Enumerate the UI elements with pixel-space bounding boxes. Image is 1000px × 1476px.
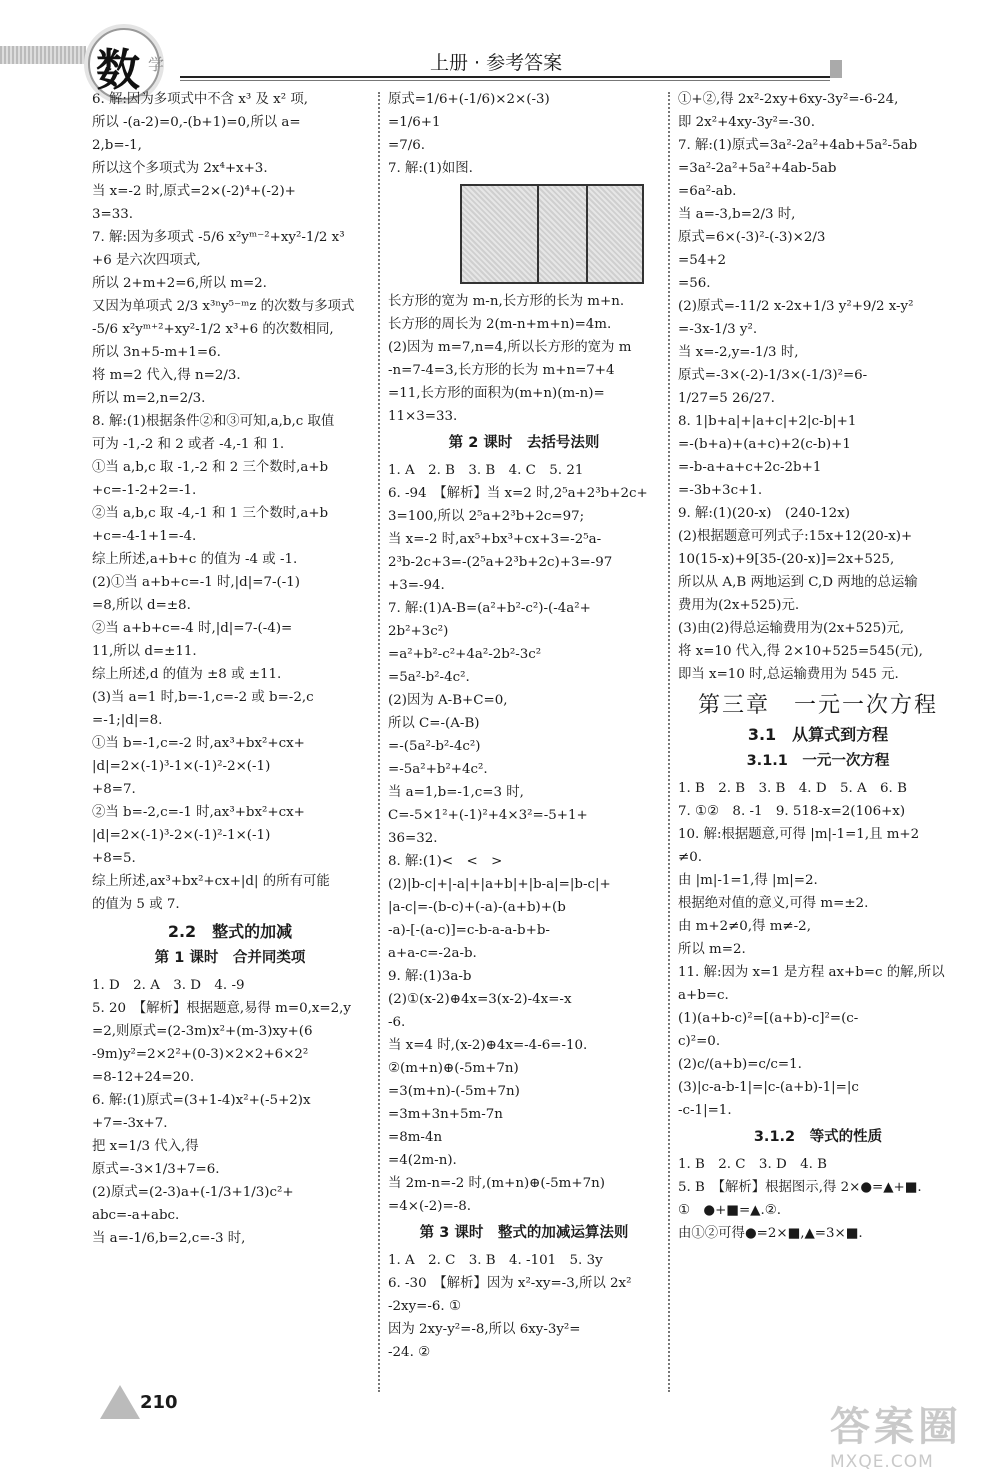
- section-heading: 3.1 从算式到方程: [747, 725, 889, 744]
- answer-line: 9. 解:(1)(20-x) (240-12x): [678, 506, 850, 521]
- column-2: [388, 88, 660, 1364]
- answer-line: 原式=1/6+(-1/6)×2×(-3): [388, 92, 550, 107]
- answer-line: =6a²-ab.: [678, 184, 737, 199]
- watermark: [830, 1395, 995, 1472]
- answer-line: -24. ②: [388, 1345, 431, 1360]
- subject-logo-sub: 学: [148, 55, 165, 74]
- answer-line: (2)①(x-2)⊕4x=3(x-2)-4x=-x: [388, 992, 572, 1007]
- answer-line: 5. B 【解析】根据图示,得 2×●=▲+■.: [678, 1180, 922, 1195]
- answer-line: ①+②,得 2x²-2xy+6xy-3y²=-6-24,: [678, 92, 899, 107]
- column-divider: [668, 92, 670, 1392]
- answer-line: (3)由(2)得总运输费用为(2x+525)元,: [678, 621, 905, 636]
- answer-line: +6 是六次四项式,: [92, 253, 201, 268]
- header-mark: [830, 60, 842, 78]
- answer-line: 即 2x²+4xy-3y²=-30.: [678, 115, 815, 130]
- answer-line: 长方形的宽为 m-n,长方形的长为 m+n.: [388, 294, 625, 309]
- answer-line: 综上所述,a+b+c 的值为 -4 或 -1.: [92, 552, 298, 567]
- answer-line: -a)-[-(a-c)]=c-b-a-a-b+b-: [388, 923, 550, 938]
- answer-line: -9m)y²=2×2²+(0-3)×2×2+6×2²: [92, 1047, 309, 1062]
- answer-line: 1. A 2. B 3. B 4. C 5. 21: [388, 463, 584, 478]
- answer-line: 6. 解:因为多项式中不含 x³ 及 x² 项,: [92, 92, 308, 107]
- answer-line: 把 x=1/3 代入,得: [92, 1139, 199, 1154]
- answer-line: =-3x-1/3 y².: [678, 322, 758, 337]
- answer-line: (2)c/(a+b)=c/c=1.: [678, 1057, 802, 1072]
- answer-line: 7. 解:(1)如图.: [388, 161, 473, 176]
- answer-line: =8-12+24=20.: [92, 1070, 195, 1085]
- answer-line: 当 x=-2 时,原式=2×(-2)⁴+(-2)+: [92, 184, 296, 199]
- answer-line: 8. 解:(1)< < >: [388, 854, 503, 869]
- answer-line: 5. 20 【解析】根据题意,易得 m=0,x=2,y: [92, 1001, 351, 1016]
- answer-line: -n=7-4=3,长方形的长为 m+n=7+4: [388, 363, 615, 378]
- answer-line: 7. 解:因为多项式 -5/6 x²yᵐ⁻²+xy²-1/2 x³: [92, 230, 345, 245]
- rectangle-figure: [460, 184, 644, 284]
- page-number-decor: [100, 1385, 140, 1419]
- answer-line: =8,所以 d=±8.: [92, 598, 191, 613]
- answer-line: C=-5×1²+(-1)²+4×3²=-5+1+: [388, 808, 588, 823]
- answer-line: 1. D 2. A 3. D 4. -9: [92, 978, 245, 993]
- answer-line: 的值为 5 或 7.: [92, 897, 180, 912]
- answer-line: 可为 -1,-2 和 2 或者 -4,-1 和 1.: [92, 437, 285, 452]
- answer-line: 综上所述,ax³+bx²+cx+|d| 的所有可能: [92, 874, 330, 889]
- answer-line: ②(m+n)⊕(-5m+7n): [388, 1061, 519, 1076]
- answer-line: +8=5.: [92, 851, 136, 866]
- answer-line: 11,所以 d=±11.: [92, 644, 197, 659]
- answer-line: 1. B 2. C 3. D 4. B: [678, 1157, 827, 1172]
- column-divider: [378, 92, 380, 1392]
- section-heading: 2.2 整式的加减: [167, 922, 293, 941]
- header-rule-thin: [180, 80, 830, 81]
- answer-line: 当 x=-2 时,ax⁵+bx³+cx+3=-2⁵a-: [388, 532, 602, 547]
- answer-line: (3)当 a=1 时,b=-1,c=-2 或 b=-2,c: [92, 690, 314, 705]
- lesson-heading: 第 1 课时 合并同类项: [154, 950, 306, 966]
- lesson-heading: 第 3 课时 整式的加减运算法则: [419, 1225, 629, 1241]
- answer-line: =3(m+n)-(-5m+7n): [388, 1084, 520, 1099]
- answer-line: 又因为单项式 2/3 x³ⁿy⁵⁻ᵐz 的次数与多项式: [92, 299, 355, 314]
- answer-line: 3=33.: [92, 207, 134, 222]
- answer-line: ① ●+■=▲.②.: [678, 1203, 781, 1218]
- answer-line: ②当 a,b,c 取 -4,-1 和 1 三个数时,a+b: [92, 506, 329, 521]
- answer-line: =-1;|d|=8.: [92, 713, 163, 728]
- answer-line: 所以 m=2,n=2/3.: [92, 391, 206, 406]
- answer-line: abc=-a+abc.: [92, 1208, 180, 1223]
- watermark-url: MXQE.COM: [830, 1452, 934, 1472]
- answer-line: 当 a=1,b=-1,c=3 时,: [388, 785, 524, 800]
- answer-line: (2)因为 A-B+C=0,: [388, 693, 508, 708]
- answer-line: 所以 C=-(A-B): [388, 716, 480, 731]
- subsection-heading: 3.1.2 等式的性质: [753, 1129, 883, 1145]
- answer-line: 所以 m=2.: [678, 942, 746, 957]
- answer-line: a+b=c.: [678, 988, 729, 1003]
- answer-line: 原式=6×(-3)²-(-3)×2/3: [678, 230, 826, 245]
- answer-line: ②当 b=-2,c=-1 时,ax³+bx²+cx+: [92, 805, 305, 820]
- answer-line: 8. 解:(1)根据条件②和③可知,a,b,c 取值: [92, 414, 335, 429]
- answer-line: 所以 3n+5-m+1=6.: [92, 345, 221, 360]
- header-decor-bar: [0, 46, 86, 64]
- chapter-heading: 第三章 一元一次方程: [697, 693, 938, 718]
- answer-line: 根据绝对值的意义,可得 m=±2.: [678, 896, 869, 911]
- answer-line: +3=-94.: [388, 578, 445, 593]
- answer-line: 7. 解:(1)原式=3a²-2a²+4ab+5a²-5ab: [678, 138, 918, 153]
- answer-line: =-5a²+b²+4c².: [388, 762, 488, 777]
- answer-line: (2)因为 m=7,n=4,所以长方形的宽为 m: [388, 340, 632, 355]
- answer-line: 9. 解:(1)3a-b: [388, 969, 472, 984]
- answer-line: |a-c|=-(b-c)+(-a)-(a+b)+(b: [388, 900, 566, 915]
- answer-line: 1. B 2. B 3. B 4. D 5. A 6. B: [678, 781, 907, 796]
- answer-line: 由①②可得●=2×■,▲=3×■.: [678, 1226, 863, 1241]
- answer-line: =4(2m-n).: [388, 1153, 457, 1168]
- answer-line: -6.: [388, 1015, 406, 1030]
- answer-line: 11. 解:因为 x=1 是方程 ax+b=c 的解,所以: [678, 965, 945, 980]
- answer-line: 原式=-3×1/3+7=6.: [92, 1162, 220, 1177]
- answer-line: |d|=2×(-1)³-1×(-1)²-2×(-1): [92, 759, 271, 774]
- lesson-heading: 第 2 课时 去括号法则: [448, 435, 600, 451]
- answer-line: c)²=0.: [678, 1034, 721, 1049]
- header-title: 上册 · 参考答案: [430, 52, 563, 74]
- answer-line: 6. 解:(1)原式=(3+1-4)x²+(-5+2)x: [92, 1093, 311, 1108]
- answer-line: 当 a=-1/6,b=2,c=-3 时,: [92, 1231, 246, 1246]
- answer-line: 36=32.: [388, 831, 438, 846]
- answer-line: 10. 解:根据题意,可得 |m|-1=1,且 m+2: [678, 827, 920, 842]
- answer-line: (2)根据题意可列式子:15x+12(20-x)+: [678, 529, 913, 544]
- answer-line: 2³b-2c+3=-(2⁵a+2³b+2c)+3=-97: [388, 555, 613, 570]
- answer-line: ①当 b=-1,c=-2 时,ax³+bx²+cx+: [92, 736, 305, 751]
- answer-line: 11×3=33.: [388, 409, 458, 424]
- answer-line: ①当 a,b,c 取 -1,-2 和 2 三个数时,a+b: [92, 460, 329, 475]
- answer-line: 7. ①② 8. -1 9. 518-x=2(106+x): [678, 804, 906, 819]
- answer-line: ②当 a+b+c=-4 时,|d|=7-(-4)=: [92, 621, 293, 636]
- answer-line: =3m+3n+5m-7n: [388, 1107, 503, 1122]
- page-header: [0, 0, 1000, 96]
- subsection-heading: 3.1.1 一元一次方程: [746, 753, 890, 769]
- answer-line: =56.: [678, 276, 711, 291]
- answer-line: 所以 -(a-2)=0,-(b+1)=0,所以 a=: [92, 115, 301, 130]
- answer-line: -5/6 x²yᵐ⁺²+xy²-1/2 x³+6 的次数相同,: [92, 322, 334, 337]
- answer-line: =-(b+a)+(a+c)+2(c-b)+1: [678, 437, 851, 452]
- column-3: [678, 88, 958, 1245]
- answer-line: +8=7.: [92, 782, 136, 797]
- answer-line: 因为 2xy-y²=-8,所以 6xy-3y²=: [388, 1322, 581, 1337]
- answer-line: 所以这个多项式为 2x⁴+x+3.: [92, 161, 268, 176]
- page-number: 210: [140, 1392, 178, 1413]
- answer-line: 6. -30 【解析】因为 x²-xy=-3,所以 2x²: [388, 1276, 632, 1291]
- answer-line: =5a²-b²-4c².: [388, 670, 470, 685]
- answer-line: 10(15-x)+9[35-(20-x)]=2x+525,: [678, 552, 895, 567]
- answer-line: |d|=2×(-1)³-2×(-1)²-1×(-1): [92, 828, 271, 843]
- column-1: [92, 88, 368, 1250]
- answer-line: =11,长方形的面积为(m+n)(m-n)=: [388, 386, 605, 401]
- answer-line: 2b²+3c²): [388, 624, 449, 639]
- answer-line: 当 2m-n=-2 时,(m+n)⊕(-5m+7n): [388, 1176, 605, 1191]
- answer-line: =-(5a²-b²-4c²): [388, 739, 481, 754]
- answer-line: 6. -94 【解析】当 x=2 时,2⁵a+2³b+2c+: [388, 486, 648, 501]
- answer-line: +c=-1-2+2=-1.: [92, 483, 197, 498]
- answer-line: =8m-4n: [388, 1130, 443, 1145]
- subject-logo-text: 数: [96, 45, 140, 96]
- answer-line: =4×(-2)=-8.: [388, 1199, 471, 1214]
- answer-line: 即当 x=10 时,总运输费用为 545 元.: [678, 667, 899, 682]
- answer-line: (3)|c-a-b-1|=|c-(a+b)-1|=|c: [678, 1080, 859, 1095]
- answer-line: 长方形的周长为 2(m-n+m+n)=4m.: [388, 317, 612, 332]
- answer-line: -c-1|=1.: [678, 1103, 732, 1118]
- answer-line: 所以 2+m+2=6,所以 m=2.: [92, 276, 267, 291]
- answer-line: 1/27=5 26/27.: [678, 391, 775, 406]
- answer-line: =-3b+3c+1.: [678, 483, 763, 498]
- answer-line: a+a-c=-2a-b.: [388, 946, 477, 961]
- answer-line: 所以从 A,B 两地运到 C,D 两地的总运输: [678, 575, 918, 590]
- answer-line: +7=-3x+7.: [92, 1116, 168, 1131]
- answer-line: 7. 解:(1)A-B=(a²+b²-c²)-(-4a²+: [388, 601, 591, 616]
- watermark-title: 答案圈: [830, 1404, 962, 1450]
- answer-line: =7/6.: [388, 138, 426, 153]
- answer-line: -2xy=-6. ①: [388, 1299, 461, 1314]
- answer-line: (2)|b-c|+|-a|+|a+b|+|b-a|=|b-c|+: [388, 877, 611, 892]
- answer-line: =-b-a+a+c+2c-2b+1: [678, 460, 822, 475]
- answer-line: (2)原式=-11/2 x-2x+1/3 y²+9/2 x-y²: [678, 299, 914, 314]
- answer-line: 将 m=2 代入,得 n=2/3.: [92, 368, 241, 383]
- answer-line: =2,则原式=(2-3m)x²+(m-3)xy+(6: [92, 1024, 313, 1039]
- answer-line: 当 x=4 时,(x-2)⊕4x=-4-6=-10.: [388, 1038, 588, 1053]
- answer-line: 将 x=10 代入,得 2×10+525=545(元),: [678, 644, 923, 659]
- answer-line: =a²+b²-c²+4a²-2b²-3c²: [388, 647, 542, 662]
- answer-line: =3a²-2a²+5a²+4ab-5ab: [678, 161, 837, 176]
- answer-line: 8. 1|b+a|+|a+c|+2|c-b|+1: [678, 414, 857, 429]
- answer-line: 由 |m|-1=1,得 |m|=2.: [678, 873, 818, 888]
- answer-line: 当 a=-3,b=2/3 时,: [678, 207, 796, 222]
- answer-line: (1)(a+b-c)²=[(a+b)-c]²=(c-: [678, 1011, 859, 1026]
- header-rule: [180, 76, 830, 78]
- answer-line: 原式=-3×(-2)-1/3×(-1/3)²=6-: [678, 368, 868, 383]
- answer-line: 由 m+2≠0,得 m≠-2,: [678, 919, 811, 934]
- answer-line: +c=-4-1+1=-4.: [92, 529, 197, 544]
- answer-line: ≠0.: [678, 850, 702, 865]
- answer-line: 3=100,所以 2⁵a+2³b+2c=97;: [388, 509, 585, 524]
- answer-line: =1/6+1: [388, 115, 441, 130]
- answer-line: 当 x=-2,y=-1/3 时,: [678, 345, 799, 360]
- answer-line: 费用为(2x+525)元.: [678, 598, 800, 613]
- answer-line: (2)①当 a+b+c=-1 时,|d|=7-(-1): [92, 575, 301, 590]
- answer-line: 2,b=-1,: [92, 138, 142, 153]
- answer-line: =54+2: [678, 253, 726, 268]
- answer-line: 1. A 2. C 3. B 4. -101 5. 3y: [388, 1253, 603, 1268]
- answer-line: 综上所述,d 的值为 ±8 或 ±11.: [92, 667, 282, 682]
- answer-line: (2)原式=(2-3)a+(-1/3+1/3)c²+: [92, 1185, 294, 1200]
